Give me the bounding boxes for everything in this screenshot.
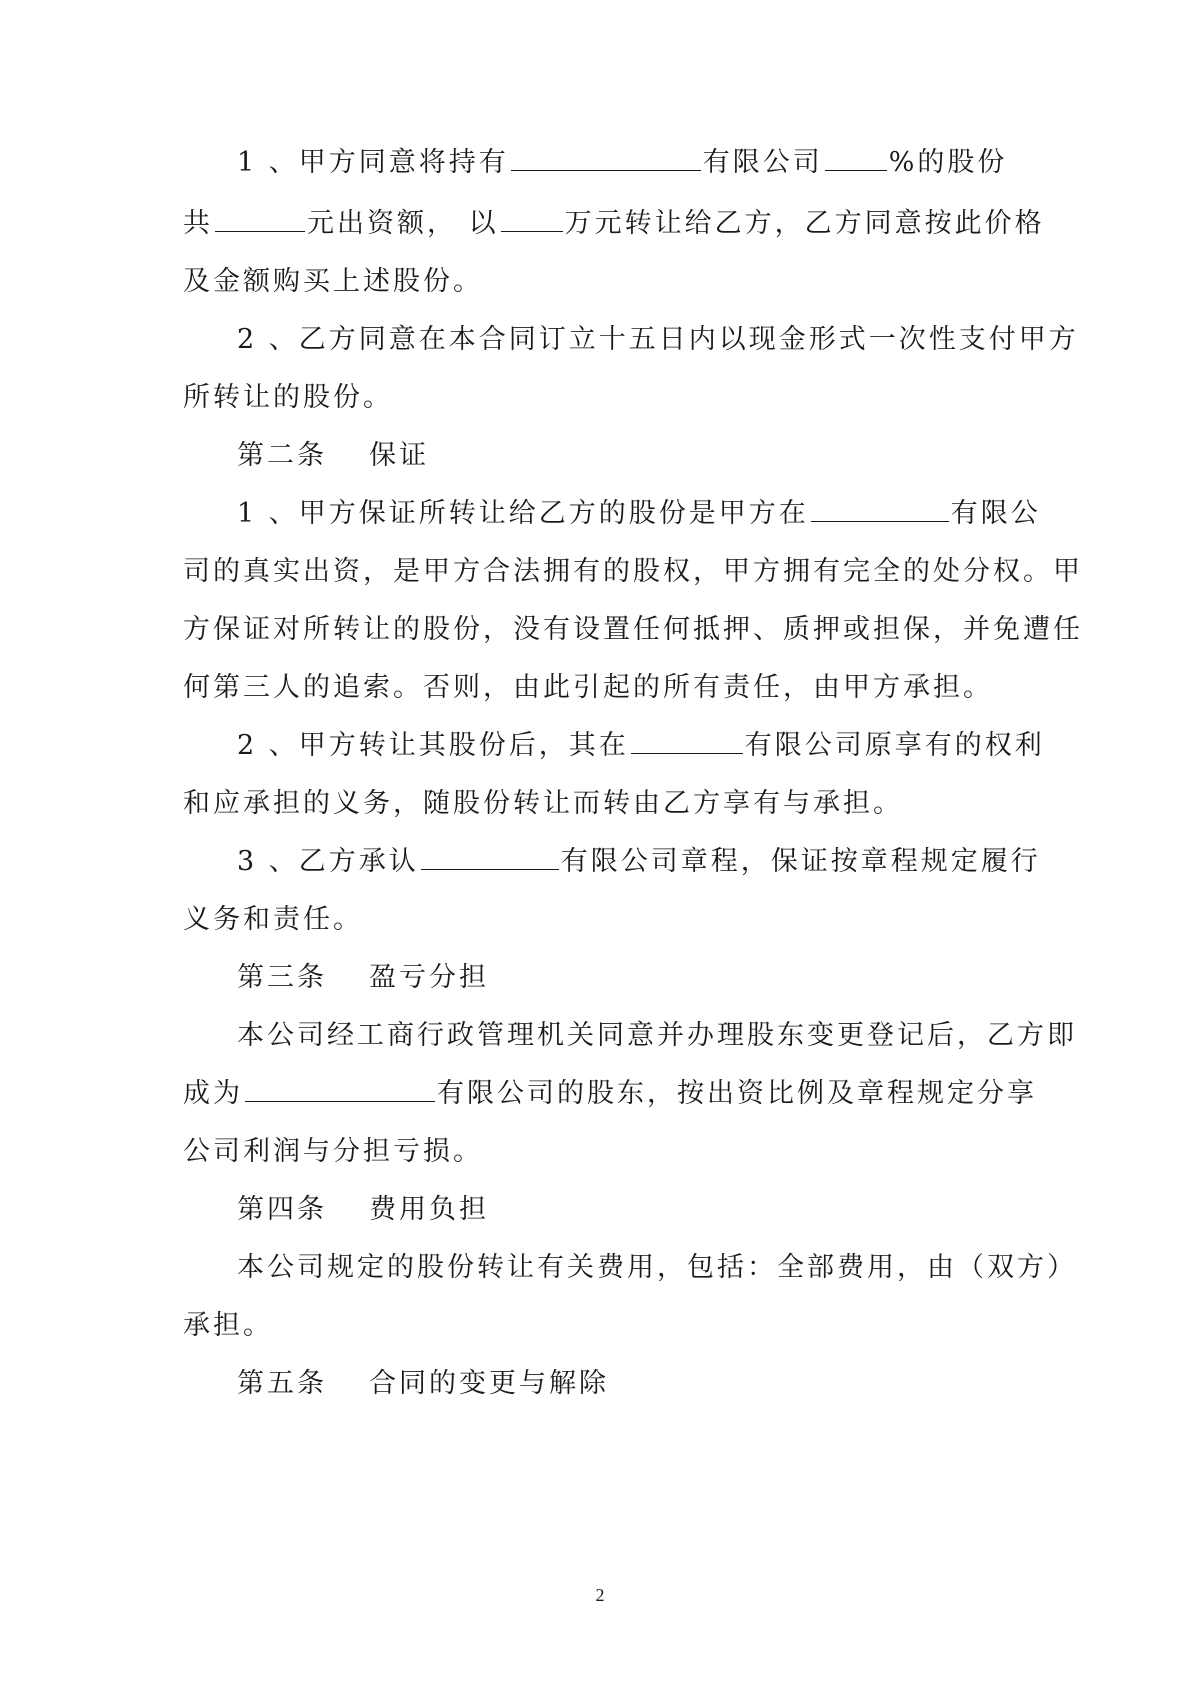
article-number: 第三条 bbox=[237, 962, 327, 993]
paragraph-line bbox=[183, 1132, 1023, 1172]
article-title: 盈亏分担 bbox=[369, 962, 489, 993]
text-run: 有限公司的股东，按出资比例及章程规定分享 bbox=[437, 1078, 1037, 1109]
text-run: 成为 bbox=[183, 1078, 243, 1109]
paragraph-line bbox=[237, 1016, 1077, 1056]
text-run: 2 、甲方转让其股份后，其在 bbox=[237, 730, 629, 761]
text-run: 本公司经工商行政管理机关同意并办理股东变更登记后，乙方即 bbox=[237, 1020, 1077, 1051]
article-title: 保证 bbox=[369, 440, 429, 471]
page-number: 2 bbox=[595, 1585, 605, 1605]
text-run: 有限公司原享有的权利 bbox=[744, 730, 1045, 761]
paragraph-line bbox=[183, 784, 1023, 824]
text-run: 共 bbox=[183, 208, 213, 239]
article-number: 第五条 bbox=[237, 1368, 327, 1399]
text-run: 方保证对所转让的股份，没有设置任何抵押、质押或担保，并免遭任 bbox=[183, 614, 1083, 645]
paragraph-line bbox=[183, 1306, 1023, 1346]
paragraph-line bbox=[183, 900, 1023, 940]
text-run: 有限公 bbox=[950, 498, 1041, 529]
article-heading bbox=[237, 1190, 1077, 1230]
fill-blank bbox=[811, 495, 949, 522]
text-run: 以 bbox=[468, 208, 499, 239]
fill-blank bbox=[421, 843, 559, 870]
paragraph-line bbox=[237, 494, 1077, 534]
paragraph-line bbox=[183, 204, 1045, 244]
paragraph-line bbox=[183, 262, 1023, 302]
text-run: 承担。 bbox=[183, 1310, 273, 1341]
paragraph-line bbox=[183, 1074, 1037, 1114]
paragraph-line bbox=[237, 1248, 1077, 1288]
fill-blank bbox=[511, 144, 701, 171]
fill-blank bbox=[501, 205, 563, 232]
paragraph-line bbox=[183, 668, 1023, 708]
text-run: 义务和责任。 bbox=[183, 904, 363, 935]
paragraph-line bbox=[237, 320, 1077, 360]
article-heading bbox=[237, 436, 1077, 476]
paragraph-line bbox=[237, 143, 1077, 183]
text-run: 司的真实出资，是甲方合法拥有的股权，甲方拥有完全的处分权。甲 bbox=[183, 556, 1083, 587]
text-run: 2 、乙方同意在本合同订立十五日内以现金形式一次性支付甲方 bbox=[237, 324, 1079, 355]
article-title: 费用负担 bbox=[369, 1194, 489, 1225]
text-run: 元出资额， bbox=[307, 208, 457, 239]
fill-blank bbox=[825, 144, 887, 171]
text-run: 有限公司 bbox=[702, 147, 823, 178]
text-run: %的股份 bbox=[888, 147, 1008, 178]
text-run: 万元转让给乙方，乙方同意按此价格 bbox=[564, 208, 1045, 239]
paragraph-line bbox=[237, 842, 1077, 882]
article-heading bbox=[237, 1364, 1077, 1404]
text-run: 3 、乙方承认 bbox=[237, 846, 419, 877]
article-heading bbox=[237, 958, 1077, 998]
article-number: 第二条 bbox=[237, 440, 327, 471]
fill-blank bbox=[631, 727, 743, 754]
text-run: 有限公司章程，保证按章程规定履行 bbox=[560, 846, 1041, 877]
paragraph-line bbox=[183, 610, 1083, 650]
text-run: 本公司规定的股份转让有关费用，包括：全部费用，由（双方） bbox=[237, 1252, 1077, 1283]
paragraph-line bbox=[183, 552, 1083, 592]
text-run: 和应承担的义务，随股份转让而转由乙方享有与承担。 bbox=[183, 788, 903, 819]
text-run: 何第三人的追索。否则，由此引起的所有责任，由甲方承担。 bbox=[183, 672, 993, 703]
article-title: 合同的变更与解除 bbox=[369, 1368, 609, 1399]
text-run: 1 、甲方保证所转让给乙方的股份是甲方在 bbox=[237, 498, 809, 529]
paragraph-line bbox=[183, 378, 1023, 418]
text-run: 及金额购买上述股份。 bbox=[183, 266, 483, 297]
fill-blank bbox=[245, 1075, 435, 1102]
text-run: 所转让的股份。 bbox=[183, 382, 393, 413]
text-run: 1 、甲方同意将持有 bbox=[237, 147, 509, 178]
paragraph-line bbox=[237, 726, 1077, 766]
fill-blank bbox=[215, 205, 305, 232]
text-run: 公司利润与分担亏损。 bbox=[183, 1136, 483, 1167]
article-number: 第四条 bbox=[237, 1194, 327, 1225]
